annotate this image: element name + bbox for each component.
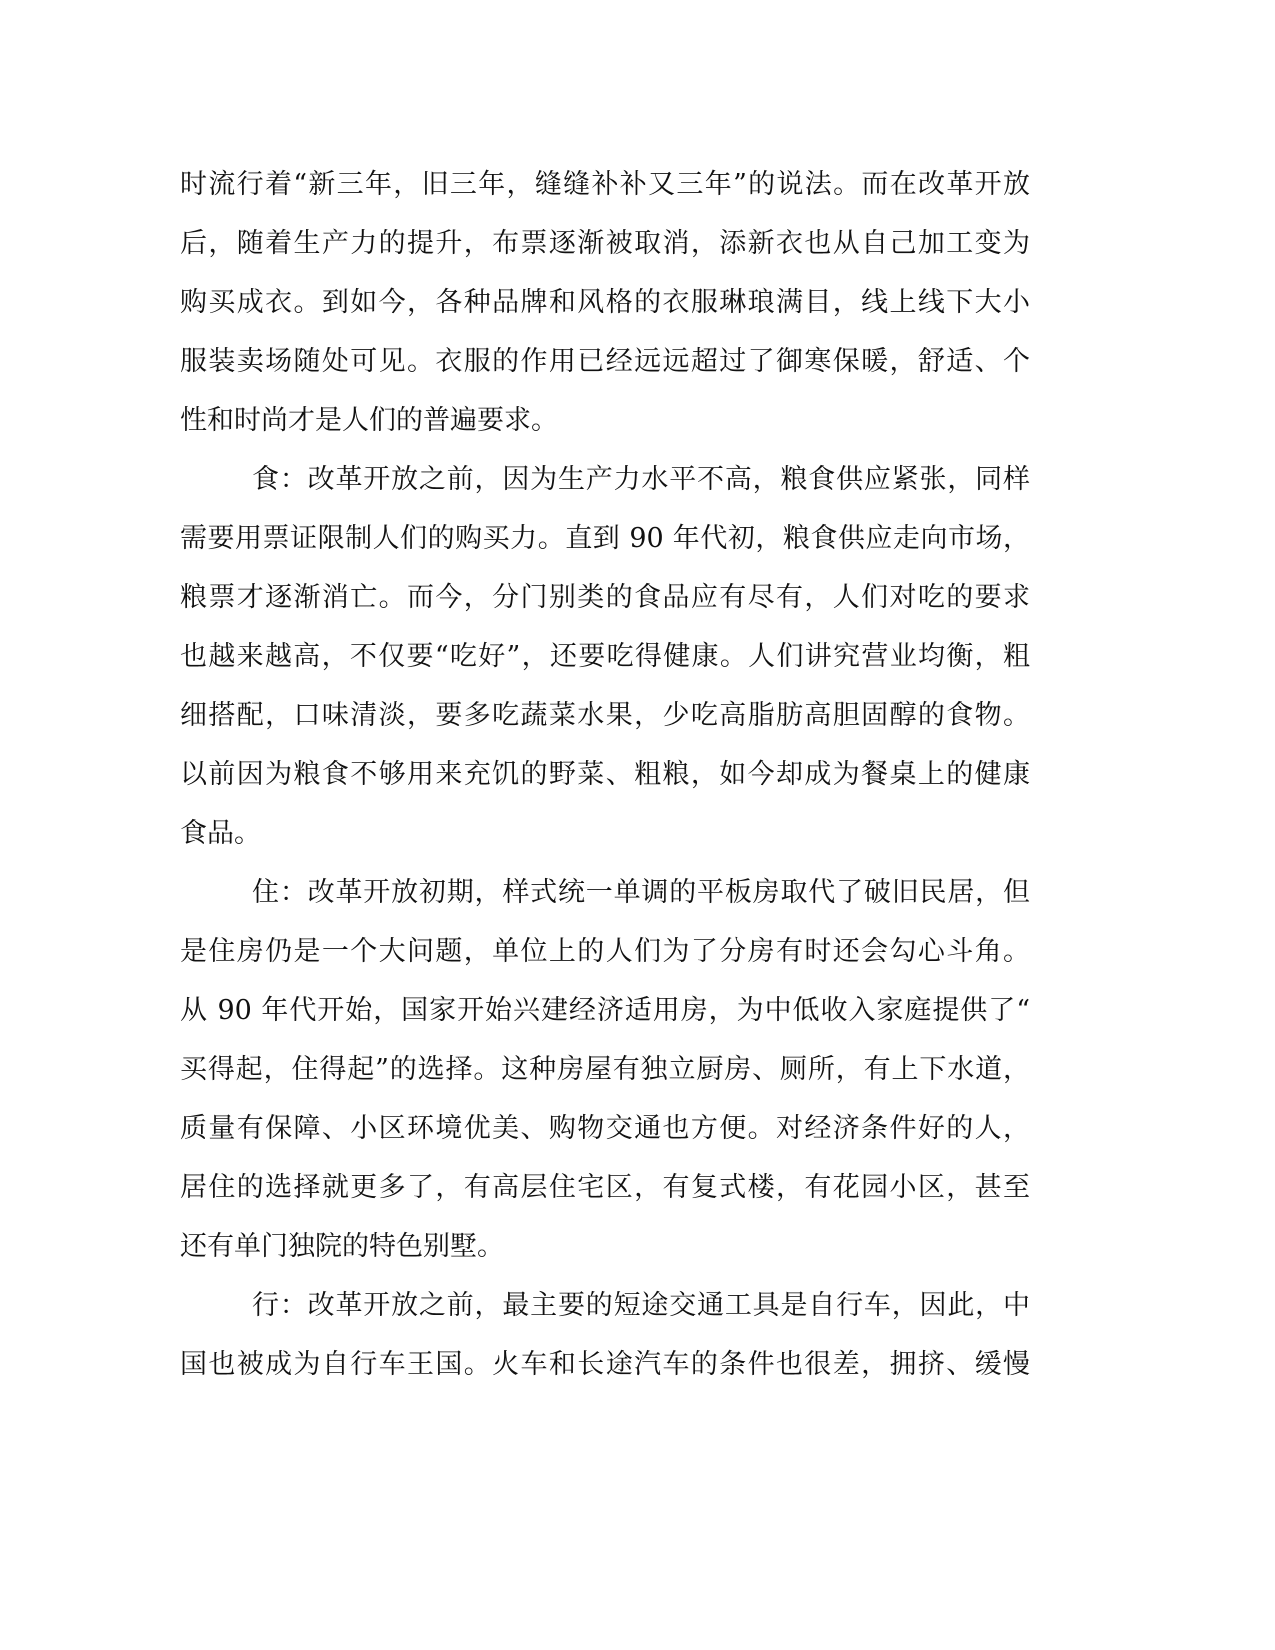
text-line: 时流行着“新三年，旧三年，缝缝补补又三年”的说法。而在改革开放 — [180, 169, 1030, 200]
text-line: 国也被成为自行车王国。火车和长途汽车的条件也很差，拥挤、缓慢 — [180, 1349, 1030, 1380]
paragraph-start-food: 食：改革开放之前，因为生产力水平不高，粮食供应紧张，同样 — [252, 464, 1030, 495]
text-line: 也越来越高，不仅要“吃好”，还要吃得健康。人们讲究营业均衡，粗 — [180, 641, 1030, 672]
text-line: 购买成衣。到如今，各种品牌和风格的衣服琳琅满目，线上线下大小 — [180, 287, 1030, 318]
text-line: 性和时尚才是人们的普遍要求。 — [180, 405, 558, 436]
text-line: 食品。 — [180, 818, 261, 849]
text-line: 从 90 年代开始，国家开始兴建经济适用房，为中低收入家庭提供了“ — [180, 995, 1030, 1026]
text-line: 质量有保障、小区环境优美、购物交通也方便。对经济条件好的人， — [180, 1113, 1030, 1144]
text-line: 居住的选择就更多了，有高层住宅区，有复式楼，有花园小区，甚至 — [180, 1172, 1030, 1203]
text-line: 需要用票证限制人们的购买力。直到 90 年代初，粮食供应走向市场， — [180, 523, 1030, 554]
document-body — [180, 155, 1030, 1394]
text-line: 是住房仍是一个大问题，单位上的人们为了分房有时还会勾心斗角。 — [180, 936, 1030, 967]
text-line: 后，随着生产力的提升，布票逐渐被取消，添新衣也从自己加工变为 — [180, 228, 1030, 259]
paragraph-start-housing: 住：改革开放初期，样式统一单调的平板房取代了破旧民居，但 — [252, 877, 1030, 908]
text-line: 粮票才逐渐消亡。而今，分门别类的食品应有尽有，人们对吃的要求 — [180, 582, 1030, 613]
paragraph-start-transport: 行：改革开放之前，最主要的短途交通工具是自行车，因此，中 — [252, 1290, 1030, 1321]
text-line: 还有单门独院的特色别墅。 — [180, 1231, 504, 1262]
text-line: 服装卖场随处可见。衣服的作用已经远远超过了御寒保暖，舒适、个 — [180, 346, 1030, 377]
text-line: 买得起，住得起”的选择。这种房屋有独立厨房、厕所，有上下水道， — [180, 1054, 1030, 1085]
text-line: 细搭配，口味清淡，要多吃蔬菜水果，少吃高脂肪高胆固醇的食物。 — [180, 700, 1030, 731]
text-line: 以前因为粮食不够用来充饥的野菜、粗粮，如今却成为餐桌上的健康 — [180, 759, 1030, 790]
